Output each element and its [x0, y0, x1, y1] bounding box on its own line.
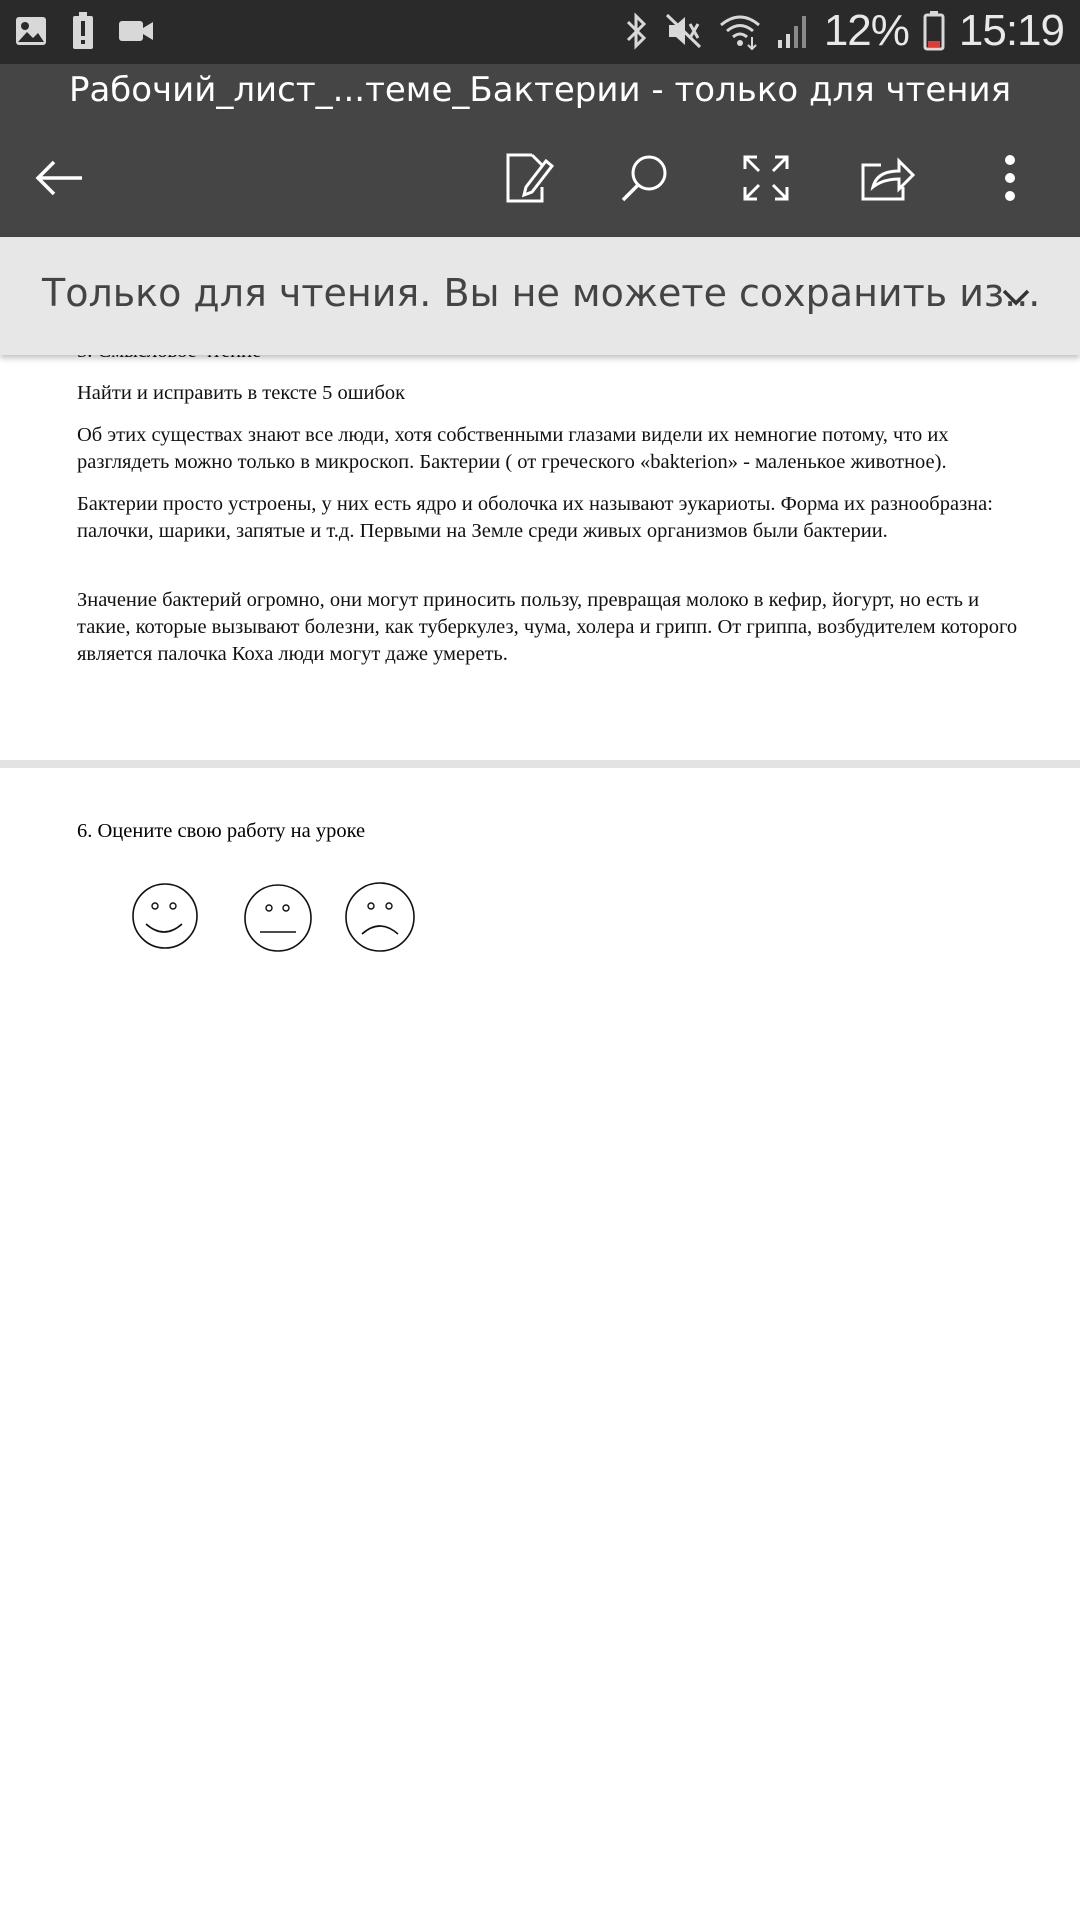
neutral-face-icon	[243, 884, 313, 952]
status-bar	[0, 0, 1080, 64]
document-page-2	[0, 768, 1080, 1920]
fullscreen-button[interactable]	[734, 146, 798, 210]
gallery-icon	[14, 14, 48, 48]
read-only-message: Только для чтения. Вы не можете сохранить из...	[42, 271, 1041, 315]
share-icon	[859, 153, 915, 203]
battery-alert-icon	[72, 12, 94, 50]
arrow-left-icon	[32, 156, 88, 200]
page-separator	[0, 760, 1080, 768]
share-button[interactable]	[855, 146, 919, 210]
edit-button[interactable]	[496, 146, 560, 210]
fullscreen-icon	[741, 153, 791, 203]
battery-percent: 12%	[823, 6, 909, 55]
wifi-icon	[718, 11, 762, 51]
back-button[interactable]	[28, 146, 92, 210]
paragraph-1: Об этих существах знают все люди, хотя собственными глазами видели их немногие потому, что их разглядеть можно только в микроскоп. Бактерии ( от греческого «bakterion» - маленькое животное).	[77, 424, 949, 473]
signal-icon	[776, 12, 810, 50]
happy-face-icon	[131, 882, 199, 950]
paragraph-3: Значение бактерий огромно, они могут приносить пользу, превращая молоко в кефир, йогурт, но есть и такие, которые вызывают болезни, как туберкулез, чума, холера и грипп. От гриппа, возбудителем которого является палочка Коха люди могут даже умереть.	[77, 589, 1018, 665]
more-options-button[interactable]	[978, 146, 1042, 210]
chevron-down-icon	[992, 277, 1040, 317]
task-text: Найти и исправить в тексте 5 ошибок	[77, 382, 406, 404]
more-vertical-icon	[1000, 153, 1020, 203]
clock: 15:19	[958, 6, 1064, 55]
app-bar	[0, 64, 1080, 237]
edit-document-icon	[502, 151, 554, 205]
bluetooth-icon	[624, 11, 650, 51]
video-icon	[118, 17, 154, 45]
read-only-banner[interactable]	[0, 237, 1080, 355]
search-button[interactable]	[612, 146, 676, 210]
section-6-heading: 6. Оцените свою работу на уроке	[77, 820, 366, 842]
document-title: Рабочий_лист_...теме_Бактерии - только для чтения	[68, 70, 1012, 110]
paragraph-2: Бактерии просто устроены, у них есть ядро и оболочка их называют эукариоты. Форма их разнообразна: палочки, шарики, запятые и т.д. Первыми на Земле среди живых организмов были бактерии.	[77, 493, 993, 542]
mute-icon	[664, 11, 704, 51]
search-icon	[618, 152, 670, 204]
sad-face-icon	[344, 882, 416, 952]
expand-banner-button[interactable]	[992, 277, 1040, 317]
battery-icon	[923, 11, 945, 51]
